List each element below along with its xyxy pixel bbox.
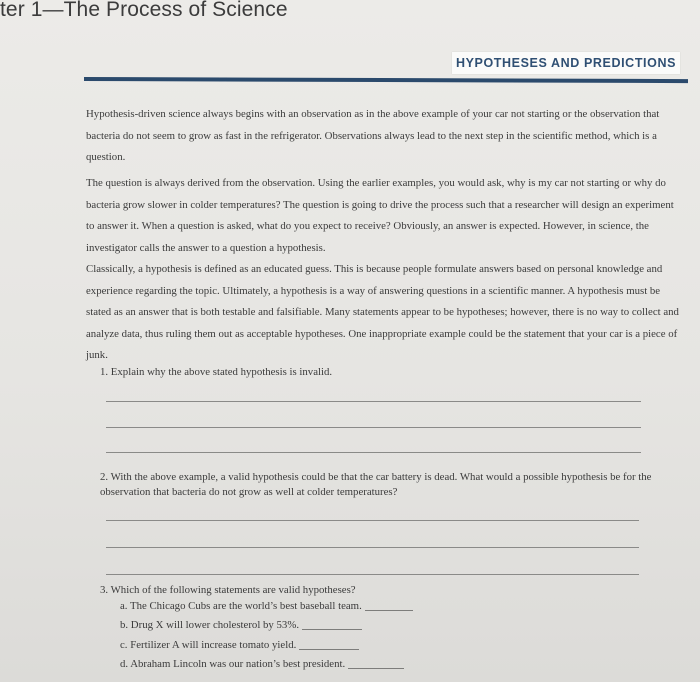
question-2-text: 2. With the above example, a valid hypothesis could be that the car battery is dead. What would a possible hypothesis be for the observation that bacteria do not grow as well at colder temperatures? — [100, 471, 652, 498]
paragraph-observation: Hypothesis-driven science always begins with an observation as in the above example of your car not starting or the observation that bacteria do not seem to grow as fast in the refrigerator. Observations always lead to the next step in the scientific method, which is a question. — [86, 108, 660, 163]
option-d-answer-blank[interactable] — [348, 668, 404, 669]
option-d-label: d. Abraham Lincoln was our nation’s best president. — [120, 658, 346, 670]
question-2-answer-line[interactable] — [106, 574, 639, 575]
option-a-label: a. The Chicago Cubs are the world’s best baseball team. — [120, 600, 362, 612]
section-badge: HYPOTHESES AND PREDICTIONS — [452, 52, 680, 74]
question-3-option-c — [120, 638, 359, 652]
option-b-answer-blank[interactable] — [302, 629, 362, 630]
option-c-label: c. Fertilizer A will increase tomato yield. — [120, 639, 297, 651]
section-rule — [84, 77, 688, 83]
question-2-answer-line[interactable] — [106, 547, 639, 548]
question-3-text: 3. Which of the following statements are valid hypotheses? — [100, 584, 356, 596]
question-1-answer-line[interactable] — [106, 401, 641, 402]
question-1-answer-line[interactable] — [106, 427, 641, 428]
option-a-answer-blank[interactable] — [365, 610, 413, 611]
paragraph-hypothesis: Classically, a hypothesis is defined as an educated guess. This is because people formulate answers based on personal knowledge and experience regarding the topic. Ultimately, a hypothesis is a way of answering questions in a scientific manner. A hypothesis must be stated as an answer that is both testable and falsifiable. Many statements appear to be hypotheses; however, there is no way to collect and analyze data, thus ruling them out as acceptable hypotheses. One inappropriate example could be the statement that your car is a piece of junk. — [86, 263, 679, 361]
question-3-option-b — [120, 618, 362, 632]
question-1-answer-line[interactable] — [106, 452, 641, 453]
question-3-option-d — [120, 657, 404, 671]
question-3-option-a — [120, 599, 413, 613]
chapter-title: ter 1—The Process of Science — [0, 0, 288, 21]
option-b-label: b. Drug X will lower cholesterol by 53%. — [120, 619, 300, 631]
option-c-answer-blank[interactable] — [299, 649, 359, 650]
question-1-text: 1. Explain why the above stated hypothesis is invalid. — [100, 366, 333, 378]
paragraph-question: The question is always derived from the observation. Using the earlier examples, you would ask, why is my car not starting or why do bacteria grow slower in colder temperatures? The question is going to drive the process such that a researcher will design an experiment to answer it. When a question is asked, what do you expect to receive? Obviously, an answer is expected. However, in science, the investigator calls the answer to a question a hypothesis. — [86, 177, 674, 254]
question-2-answer-line[interactable] — [106, 520, 639, 521]
